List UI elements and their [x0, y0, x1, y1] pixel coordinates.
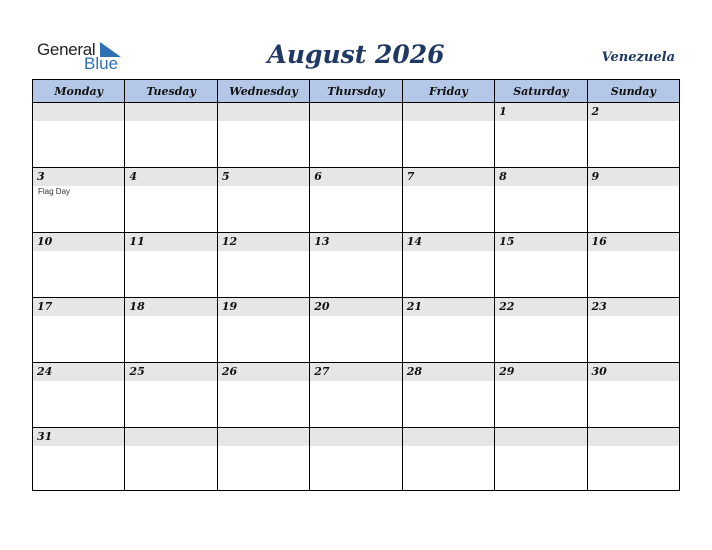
day-number: 14 — [406, 235, 422, 248]
week-row — [33, 168, 680, 233]
day-number-bar — [310, 298, 401, 316]
day-cell — [33, 168, 125, 233]
day-cell — [310, 363, 402, 428]
day-cell — [217, 233, 309, 298]
day-cell — [495, 233, 587, 298]
day-cell — [125, 298, 217, 363]
day-cell — [587, 298, 679, 363]
day-cell — [125, 428, 217, 491]
day-cell — [310, 103, 402, 168]
day-number: 12 — [221, 235, 238, 248]
logo-blue-text: Blue — [84, 54, 119, 73]
day-number: 27 — [314, 365, 330, 378]
day-number-bar — [310, 428, 401, 446]
day-number: 30 — [591, 365, 607, 378]
weekday-header: Sunday — [587, 80, 679, 103]
day-cell — [33, 428, 125, 491]
day-cell — [217, 168, 309, 233]
logo-general-text: General — [37, 40, 96, 59]
day-number-bar — [33, 428, 124, 446]
day-number: 9 — [591, 170, 600, 183]
day-number-bar — [495, 233, 586, 251]
day-cell — [310, 233, 402, 298]
day-cell — [310, 428, 402, 491]
day-cell — [495, 298, 587, 363]
week-row — [33, 298, 680, 363]
day-number: 10 — [37, 235, 53, 248]
weekday-header: Friday — [402, 80, 494, 103]
day-number-bar — [588, 233, 679, 251]
day-number: 21 — [406, 300, 422, 313]
day-cell — [402, 363, 494, 428]
day-number: 19 — [221, 300, 238, 313]
weekday-header-row — [33, 80, 680, 103]
day-cell — [495, 363, 587, 428]
day-number-bar — [125, 363, 216, 381]
day-number-bar — [33, 103, 124, 121]
day-number: 5 — [221, 170, 230, 183]
day-number-bar — [588, 298, 679, 316]
weekday-header: Saturday — [495, 80, 587, 103]
day-number-bar — [218, 233, 309, 251]
day-cell — [125, 103, 217, 168]
day-number-bar — [218, 428, 309, 446]
day-number-bar — [125, 428, 216, 446]
day-cell — [587, 233, 679, 298]
day-number-bar — [218, 103, 309, 121]
day-cell — [33, 233, 125, 298]
day-number-bar — [218, 298, 309, 316]
day-cell — [217, 298, 309, 363]
day-number-bar — [495, 298, 586, 316]
day-cell — [217, 103, 309, 168]
day-number: 15 — [499, 235, 515, 248]
day-number-bar — [125, 298, 216, 316]
day-number: 3 — [37, 170, 45, 183]
day-cell — [495, 428, 587, 491]
day-cell — [495, 103, 587, 168]
holiday-label: Flag Day — [38, 187, 71, 196]
day-number-bar — [125, 233, 216, 251]
day-number-bar — [403, 103, 494, 121]
day-cell — [217, 428, 309, 491]
week-row — [33, 363, 680, 428]
day-cell — [310, 298, 402, 363]
day-number-bar — [125, 103, 216, 121]
day-cell — [402, 103, 494, 168]
day-number-bar — [403, 168, 494, 186]
day-cell — [402, 428, 494, 491]
day-number: 16 — [591, 235, 607, 248]
weekday-header: Monday — [33, 80, 125, 103]
day-number-bar — [33, 168, 124, 186]
day-number-bar — [33, 298, 124, 316]
week-row — [33, 428, 680, 491]
day-number-bar — [125, 168, 216, 186]
calendar-grid — [32, 79, 680, 491]
day-number-bar — [310, 168, 401, 186]
day-number: 13 — [314, 235, 330, 248]
day-cell — [33, 103, 125, 168]
day-number: 4 — [129, 170, 138, 183]
day-number-bar — [218, 363, 309, 381]
day-number-bar — [310, 103, 401, 121]
day-cell — [587, 428, 679, 491]
day-cell — [33, 298, 125, 363]
day-number-bar — [33, 233, 124, 251]
day-number: 23 — [591, 300, 607, 313]
day-number-bar — [403, 298, 494, 316]
day-cell — [587, 363, 679, 428]
day-number: 17 — [37, 300, 53, 313]
weekday-header: Tuesday — [125, 80, 217, 103]
day-number: 26 — [221, 365, 238, 378]
day-number: 18 — [129, 300, 145, 313]
day-cell — [310, 168, 402, 233]
day-number-bar — [403, 428, 494, 446]
day-cell — [402, 168, 494, 233]
country-label: Venezuela — [601, 50, 675, 65]
weekday-header: Wednesday — [217, 80, 309, 103]
day-number: 11 — [129, 235, 145, 248]
week-row — [33, 233, 680, 298]
day-cell — [495, 168, 587, 233]
week-row — [33, 103, 680, 168]
day-number-bar — [495, 103, 586, 121]
day-number-bar — [588, 428, 679, 446]
weekday-header: Thursday — [310, 80, 402, 103]
day-cell — [587, 103, 679, 168]
day-number: 2 — [591, 105, 600, 118]
day-number-bar — [588, 168, 679, 186]
day-number: 20 — [314, 300, 330, 313]
day-cell — [217, 363, 309, 428]
day-number: 25 — [129, 365, 145, 378]
day-cell — [33, 363, 125, 428]
day-number: 31 — [37, 430, 53, 443]
day-cell — [125, 233, 217, 298]
day-number: 7 — [406, 170, 415, 183]
calendar-title: August 2026 — [267, 40, 445, 69]
day-number-bar — [495, 428, 586, 446]
day-number: 29 — [499, 365, 515, 378]
day-number-bar — [403, 363, 494, 381]
day-number: 24 — [37, 365, 53, 378]
day-number-bar — [588, 103, 679, 121]
day-number-bar — [403, 233, 494, 251]
day-number-bar — [310, 363, 401, 381]
day-cell — [402, 298, 494, 363]
day-number: 28 — [406, 365, 422, 378]
day-number-bar — [495, 363, 586, 381]
day-number-bar — [33, 363, 124, 381]
day-cell — [587, 168, 679, 233]
day-number: 22 — [499, 300, 515, 313]
day-cell — [125, 168, 217, 233]
day-cell — [125, 363, 217, 428]
day-number-bar — [310, 233, 401, 251]
day-number-bar — [495, 168, 586, 186]
day-number: 8 — [499, 170, 507, 183]
day-number: 6 — [314, 170, 322, 183]
day-number-bar — [588, 363, 679, 381]
day-number-bar — [218, 168, 309, 186]
day-number: 1 — [499, 105, 507, 118]
day-cell — [402, 233, 494, 298]
